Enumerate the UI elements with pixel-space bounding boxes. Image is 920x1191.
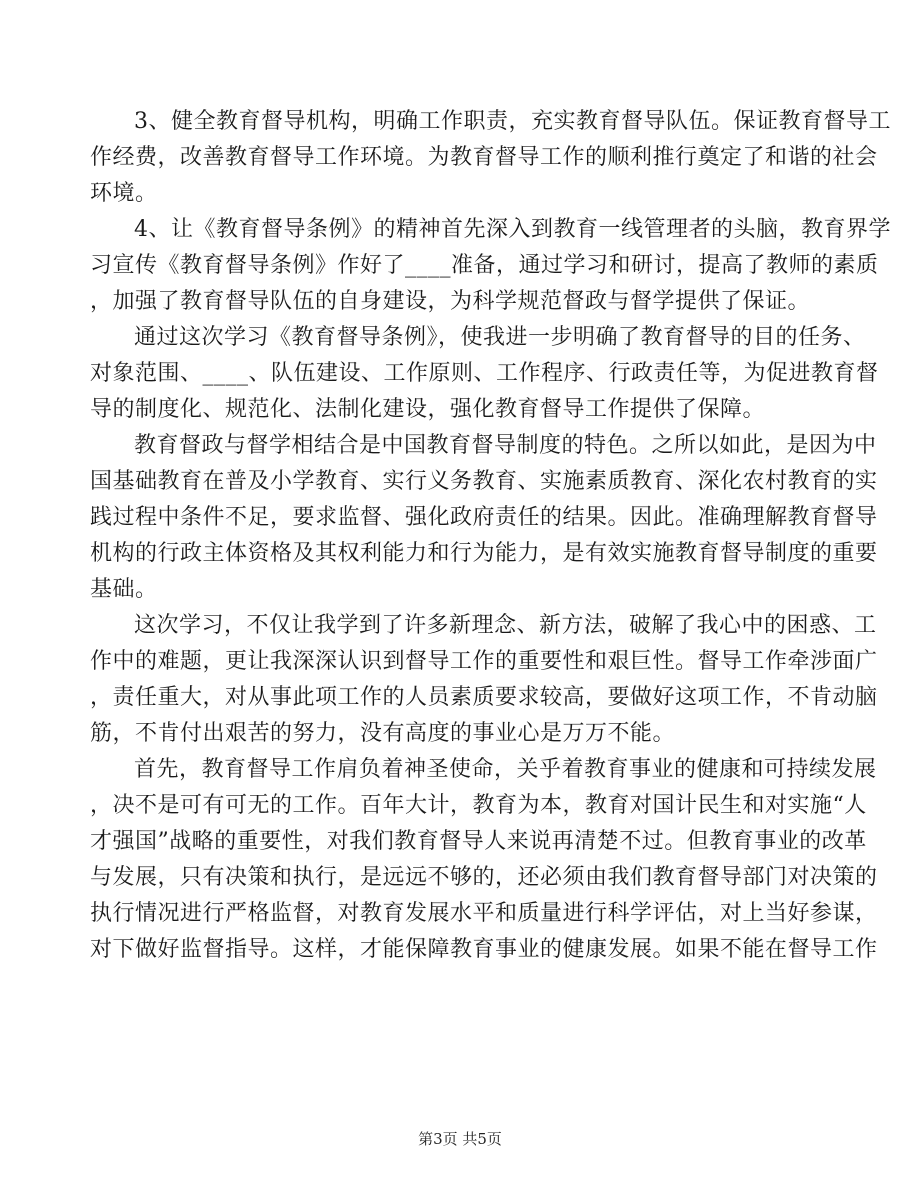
- text-line: 机构的行政主体资格及其权利能力和行为能力，是有效实施教育督导制度的重要: [90, 541, 878, 566]
- text-line: 首先，教育督导工作肩负着神圣使命，关乎着教育事业的健康和可持续发展: [134, 757, 877, 782]
- text-line: 基础。: [90, 577, 158, 602]
- text-line: ，决不是可有可无的工作。百年大计，教育为本，教育对国计民生和对实施“人: [90, 793, 867, 818]
- text-line: 筋，不肯付出艰苦的努力，没有高度的事业心是万万不能。: [90, 721, 676, 746]
- text-line: 作经费，改善教育督导工作环境。为教育督导工作的顺利推行奠定了和谐的社会: [90, 145, 878, 170]
- text-line: 环境。: [90, 181, 158, 206]
- text-line: 对下做好监督指导。这样，才能保障教育事业的健康发展。如果不能在督导工作: [90, 937, 878, 962]
- text-line: 导的制度化、规范化、法制化建设，强化教育督导工作提供了保障。: [90, 397, 766, 422]
- text-line: 才强国”战略的重要性，对我们教育督导人来说再清楚不过。但教育事业的改革: [90, 829, 867, 854]
- text-line: 对象范围、____、队伍建设、工作原则、工作程序、行政责任等，为促进教育督: [90, 361, 879, 386]
- text-line: 这次学习，不仅让我学到了许多新理念、新方法，破解了我心中的困惑、工: [134, 613, 877, 638]
- text-line: 执行情况进行严格监督，对教育发展水平和质量进行科学评估，对上当好参谋，: [90, 901, 878, 926]
- page-number: 第3页 共5页: [418, 1130, 502, 1148]
- text-line: 习宣传《教育督导条例》作好了____准备，通过学习和研讨，提高了教师的素质: [90, 253, 879, 278]
- text-line: 通过这次学习《教育督导条例》，使我进一步明确了教育督导的目的任务、: [134, 325, 866, 350]
- text-line: 教育督政与督学相结合是中国教育督导制度的特色。之所以如此，是因为中: [134, 433, 877, 458]
- text-line: 4、让《教育督导条例》的精神首先深入到教育一线管理者的头脑，教育界学: [134, 217, 891, 242]
- text-line: 与发展，只有决策和执行，是远远不够的，还必须由我们教育督导部门对决策的: [90, 865, 878, 890]
- text-line: ，责任重大，对从事此项工作的人员素质要求较高，要做好这项工作，不肯动脑: [90, 685, 878, 710]
- text-line: 3、健全教育督导机构，明确工作职责，充实教育督导队伍。保证教育督导工: [134, 109, 891, 134]
- document-body: [90, 104, 891, 968]
- text-line: ，加强了教育督导队伍的自身建设，为科学规范督政与督学提供了保证。: [90, 289, 811, 314]
- text-line: 国基础教育在普及小学教育、实行义务教育、实施素质教育、深化农村教育的实: [90, 469, 878, 494]
- text-line: 作中的难题，更让我深深认识到督导工作的重要性和艰巨性。督导工作牵涉面广: [90, 649, 878, 674]
- text-line: 践过程中条件不足，要求监督、强化政府责任的结果。因此。准确理解教育督导: [90, 505, 878, 530]
